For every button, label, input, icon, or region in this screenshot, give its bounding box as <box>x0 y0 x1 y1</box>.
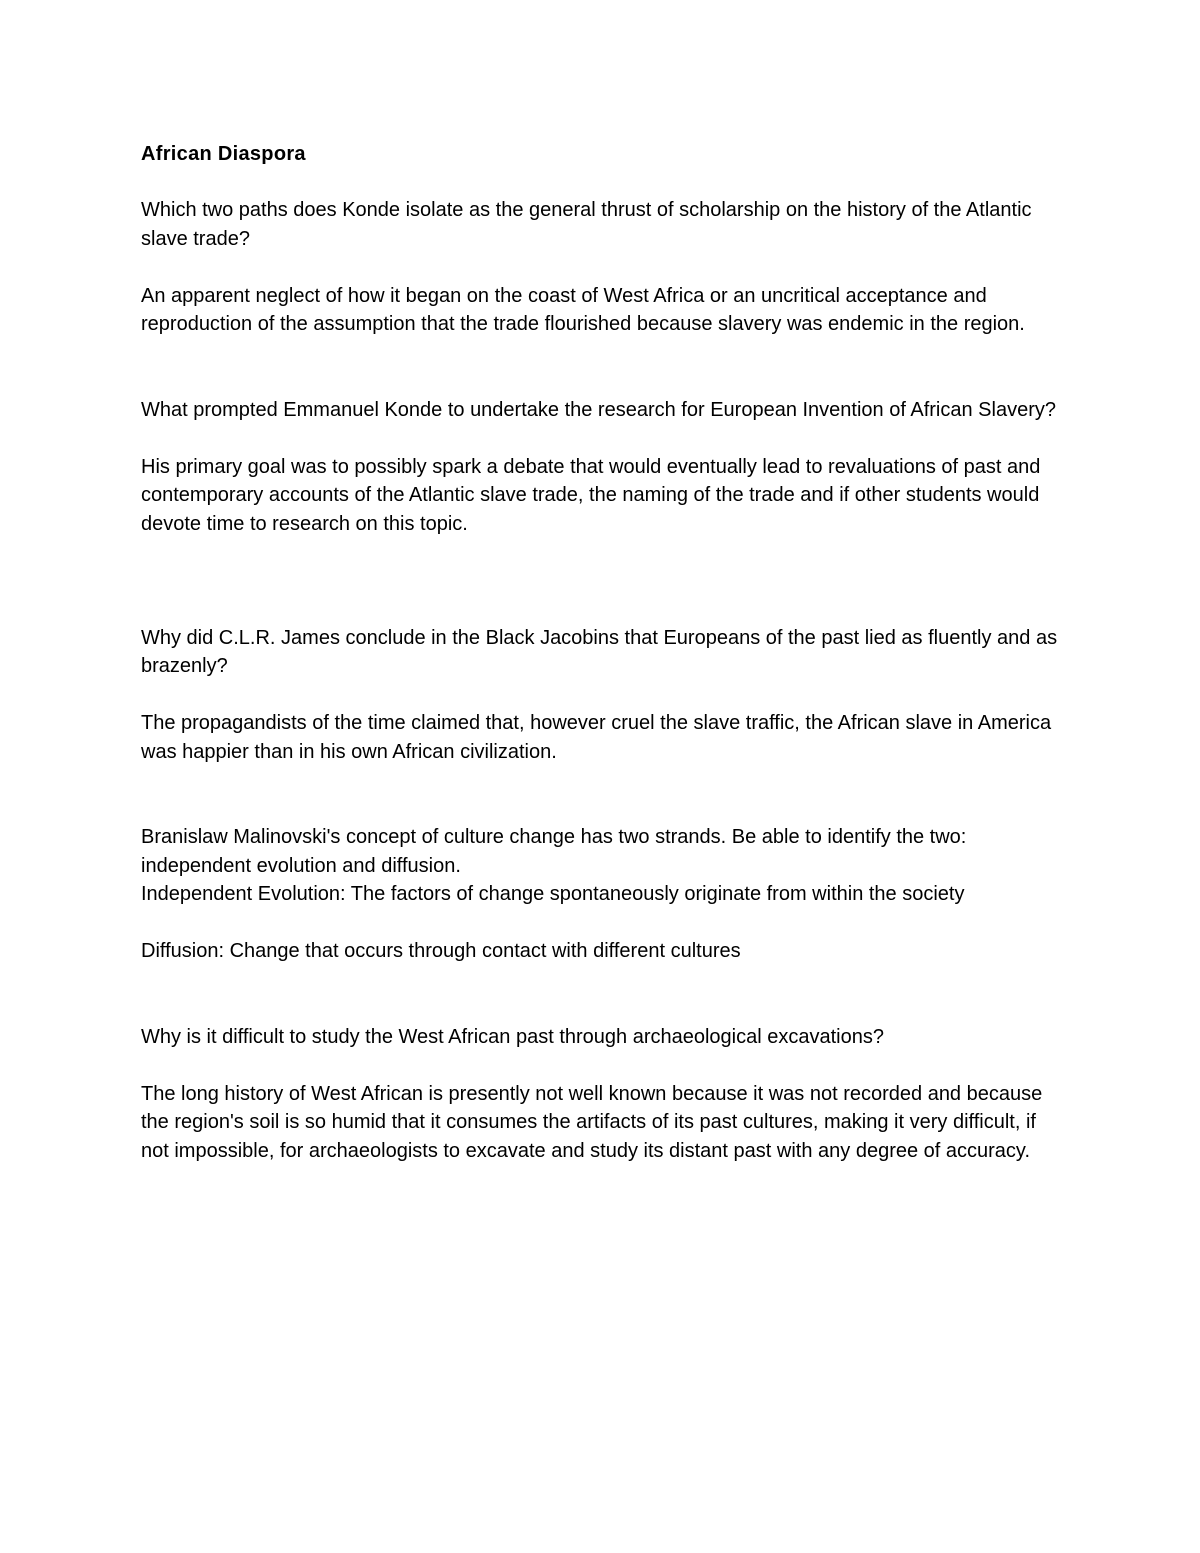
answer-5: The long history of West African is presently not well known because it was not recorded and because the region's soil is so humid that it consumes the artifacts of its past cultures, making it very difficult, if not impossible, for archaeologists to excavate and study its distant past with any degree of accuracy. <box>141 1082 1043 1162</box>
question-4: Branislaw Malinovski's concept of culture change has two strands. Be able to identify the two: independent evolution and diffusion. <box>141 826 967 877</box>
document-title: African Diaspora <box>141 143 306 165</box>
answer-4-independent-evolution: Independent Evolution: The factors of change spontaneously originate from within the society <box>141 883 965 905</box>
question-1: Which two paths does Konde isolate as the general thrust of scholarship on the history of the Atlantic slave trade? <box>141 199 1032 250</box>
question-5: Why is it difficult to study the West African past through archaeological excavations? <box>141 1025 884 1048</box>
answer-1: An apparent neglect of how it began on the coast of West Africa or an uncritical acceptance and reproduction of the assumption that the trade flourished because slavery was endemic in the region. <box>141 284 1025 335</box>
answer-2: His primary goal was to possibly spark a debate that would eventually lead to revaluations of past and contemporary accounts of the Atlantic slave trade, the naming of the trade and if other students would devote time to research on this topic. <box>141 455 1041 535</box>
question-2: What prompted Emmanuel Konde to undertake the research for European Invention of African Slavery? <box>141 398 1056 421</box>
document-body <box>141 140 1066 1165</box>
question-3: Why did C.L.R. James conclude in the Black Jacobins that Europeans of the past lied as fluently and as brazenly? <box>141 626 1058 677</box>
answer-3: The propagandists of the time claimed that, however cruel the slave traffic, the African slave in America was happier than in his own African civilization. <box>141 712 1052 763</box>
answer-4-diffusion: Diffusion: Change that occurs through contact with different cultures <box>141 940 741 962</box>
